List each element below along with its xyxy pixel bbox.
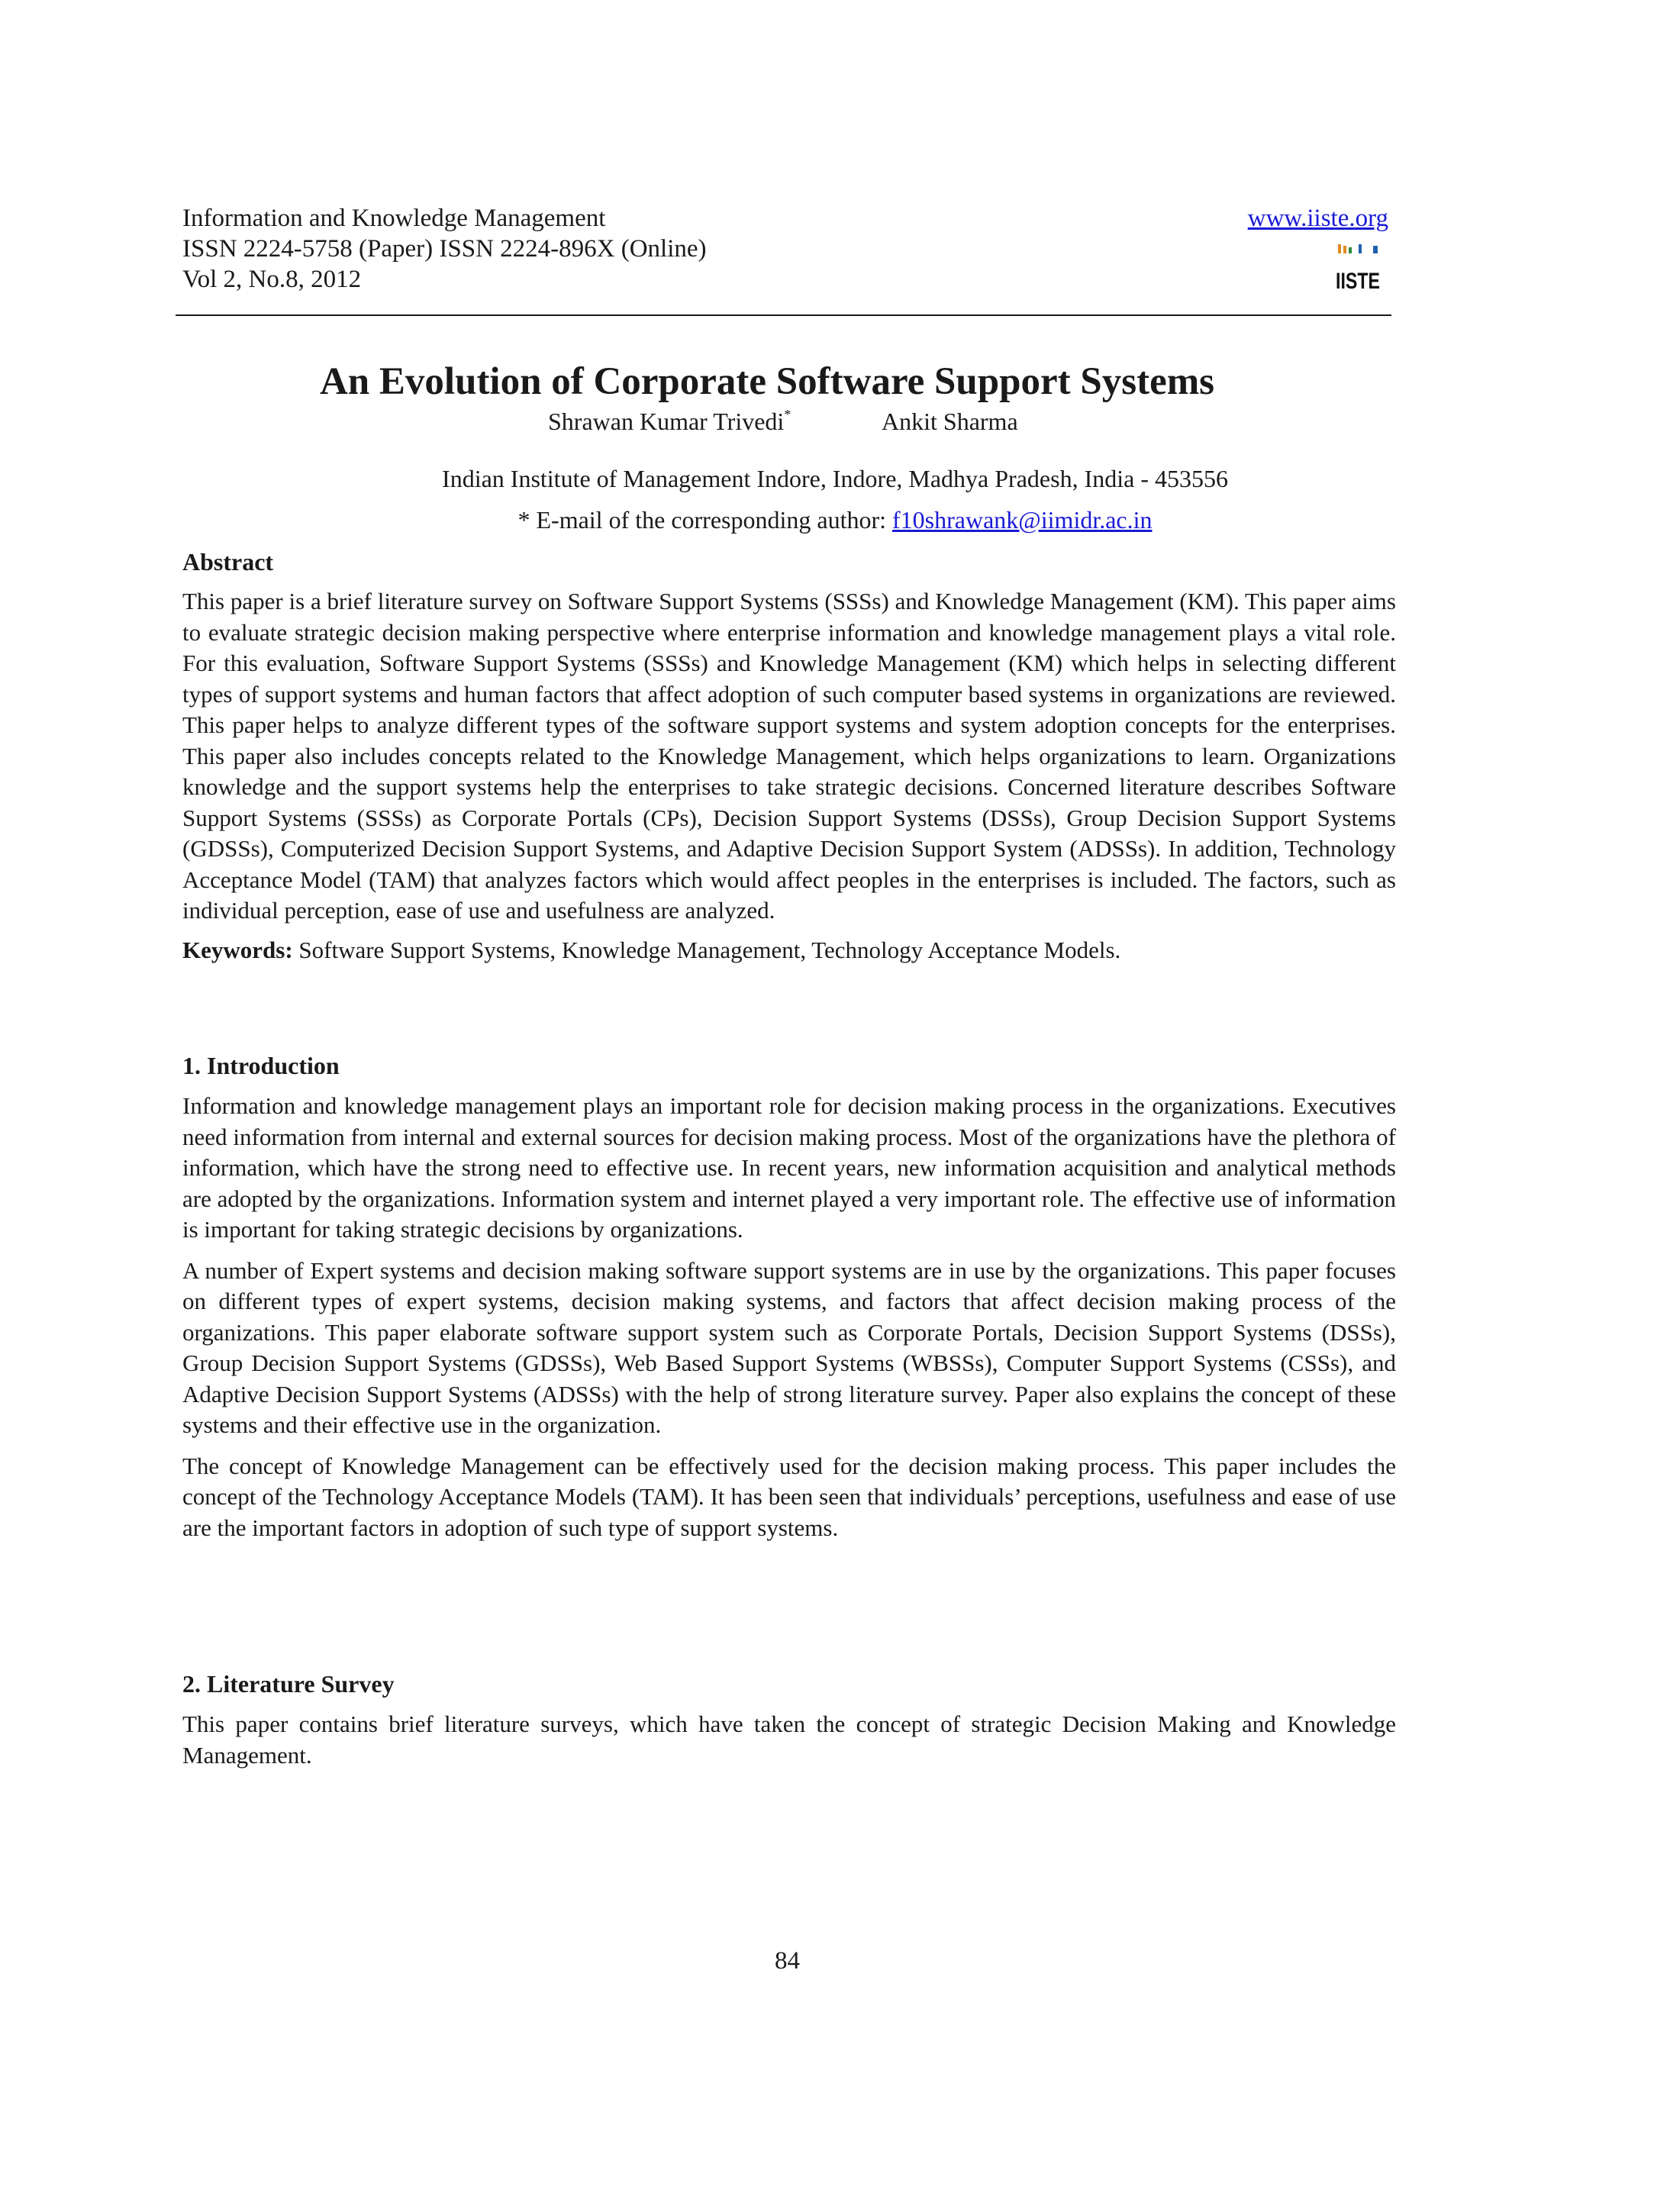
- paragraph: The concept of Knowledge Management can be effectively used for the decision making process. This paper includes the concept of the Technology Acceptance Models (TAM). It has been seen that individuals’ perceptions, usefulness and ease of use are the important factors in adoption of such type of support systems.: [182, 1452, 1396, 1541]
- keywords-text: Software Support Systems, Knowledge Management, Technology Acceptance Models.: [292, 936, 1121, 963]
- section-heading: 2. Literature Survey: [182, 1670, 395, 1698]
- paragraph: Information and knowledge management plays an important role for decision making process in the organizations. Executives need information from internal and external sources for decision making process. Most of the organizations have the plethora of information, which have the strong need to effective use. In recent years, new information acquisition and analytical methods are adopted by the organizations. Information system and internet played a very important role. The effective use of information is important for taking strategic decisions by organizations.: [182, 1092, 1396, 1243]
- section-heading: 1. Introduction: [182, 1052, 340, 1079]
- paragraph: This paper contains brief literature surveys, which have taken the concept of strategic Decision Making and Knowledge Management.: [182, 1711, 1396, 1769]
- corresponding-email: [0, 505, 1670, 535]
- paper-title: An Evolution of Corporate Software Support Systems: [319, 360, 1215, 404]
- abstract-heading: Abstract: [182, 548, 274, 576]
- svg-text:IISTE: IISTE: [1336, 269, 1380, 294]
- author-2: [882, 406, 1018, 437]
- website-link[interactable]: www.iiste.org: [1247, 205, 1388, 232]
- affiliation: Indian Institute of Management Indore, Indore, Madhya Pradesh, India - 453556: [442, 465, 1228, 492]
- keywords: [182, 935, 1396, 966]
- abstract-text: This paper is a brief literature survey on Software Support Systems (SSSs) and Knowledge Management (KM). This paper aims to evaluate strategic decision making perspective where enterprise information and knowledge management plays a vital role. For this evaluation, Software Support Systems (SSSs) and Knowledge Management (KM) which helps in selecting different types of support systems and human factors that affect adoption of such computer based systems in organizations are reviewed. This paper helps to analyze different types of the software support systems and system adoption concepts for the enterprises. This paper also includes concepts related to the Knowledge Management, which helps organizations to learn. Organizations knowledge and the support systems help the enterprises to take strategic decisions. Concerned literature describes Software Support Systems (SSSs) as Corporate Portals (CPs), Decision Support Systems (DSSs), Group Decision Support Systems (GDSSs), Computerized Decision Support Systems, and Adaptive Decision Support System (ADSSs). In addition, Technology Acceptance Model (TAM) that analyzes factors which would affect peoples in the enterprises is included. The factors, such as individual perception, ease of use and usefulness are analyzed.: [182, 588, 1396, 924]
- author-1: [548, 406, 791, 437]
- section-introduction: [182, 1050, 1396, 1543]
- page-number: 84: [775, 1947, 800, 1975]
- journal-issn: ISSN 2224-5758 (Paper) ISSN 2224-896X (Online): [182, 235, 707, 263]
- journal-header: [182, 203, 1388, 295]
- journal-name: Information and Knowledge Management: [182, 205, 606, 232]
- abstract-section: [182, 547, 1396, 966]
- keywords-label: Keywords:: [182, 936, 293, 963]
- journal-volume: Vol 2, No.8, 2012: [182, 266, 362, 293]
- iiste-logo: [1333, 243, 1382, 293]
- header-rule: [176, 314, 1391, 316]
- email-prefix: * E-mail of the corresponding author:: [517, 506, 893, 534]
- email-link[interactable]: f10shrawank@iimidr.ac.in: [892, 506, 1153, 534]
- corresponding-mark: *: [784, 407, 791, 422]
- author-2-name: Ankit Sharma: [882, 408, 1018, 435]
- section-literature-survey: [182, 1669, 1396, 1771]
- paragraph: A number of Expert systems and decision making software support systems are in use by the organizations. This paper focuses on different types of expert systems, decision making systems, and factors that affect decision making process of the organizations. This paper elaborate software support system such as Corporate Portals, Decision Support Systems (DSSs), Group Decision Support Systems (GDSSs), Web Based Support Systems (WBSSs), Computer Support Systems (CSSs), and Adaptive Decision Support Systems (ADSSs) with the help of strong literature survey. Paper also explains the concept of these systems and their effective use in the organization.: [182, 1256, 1396, 1438]
- author-1-name: Shrawan Kumar Trivedi: [548, 408, 785, 435]
